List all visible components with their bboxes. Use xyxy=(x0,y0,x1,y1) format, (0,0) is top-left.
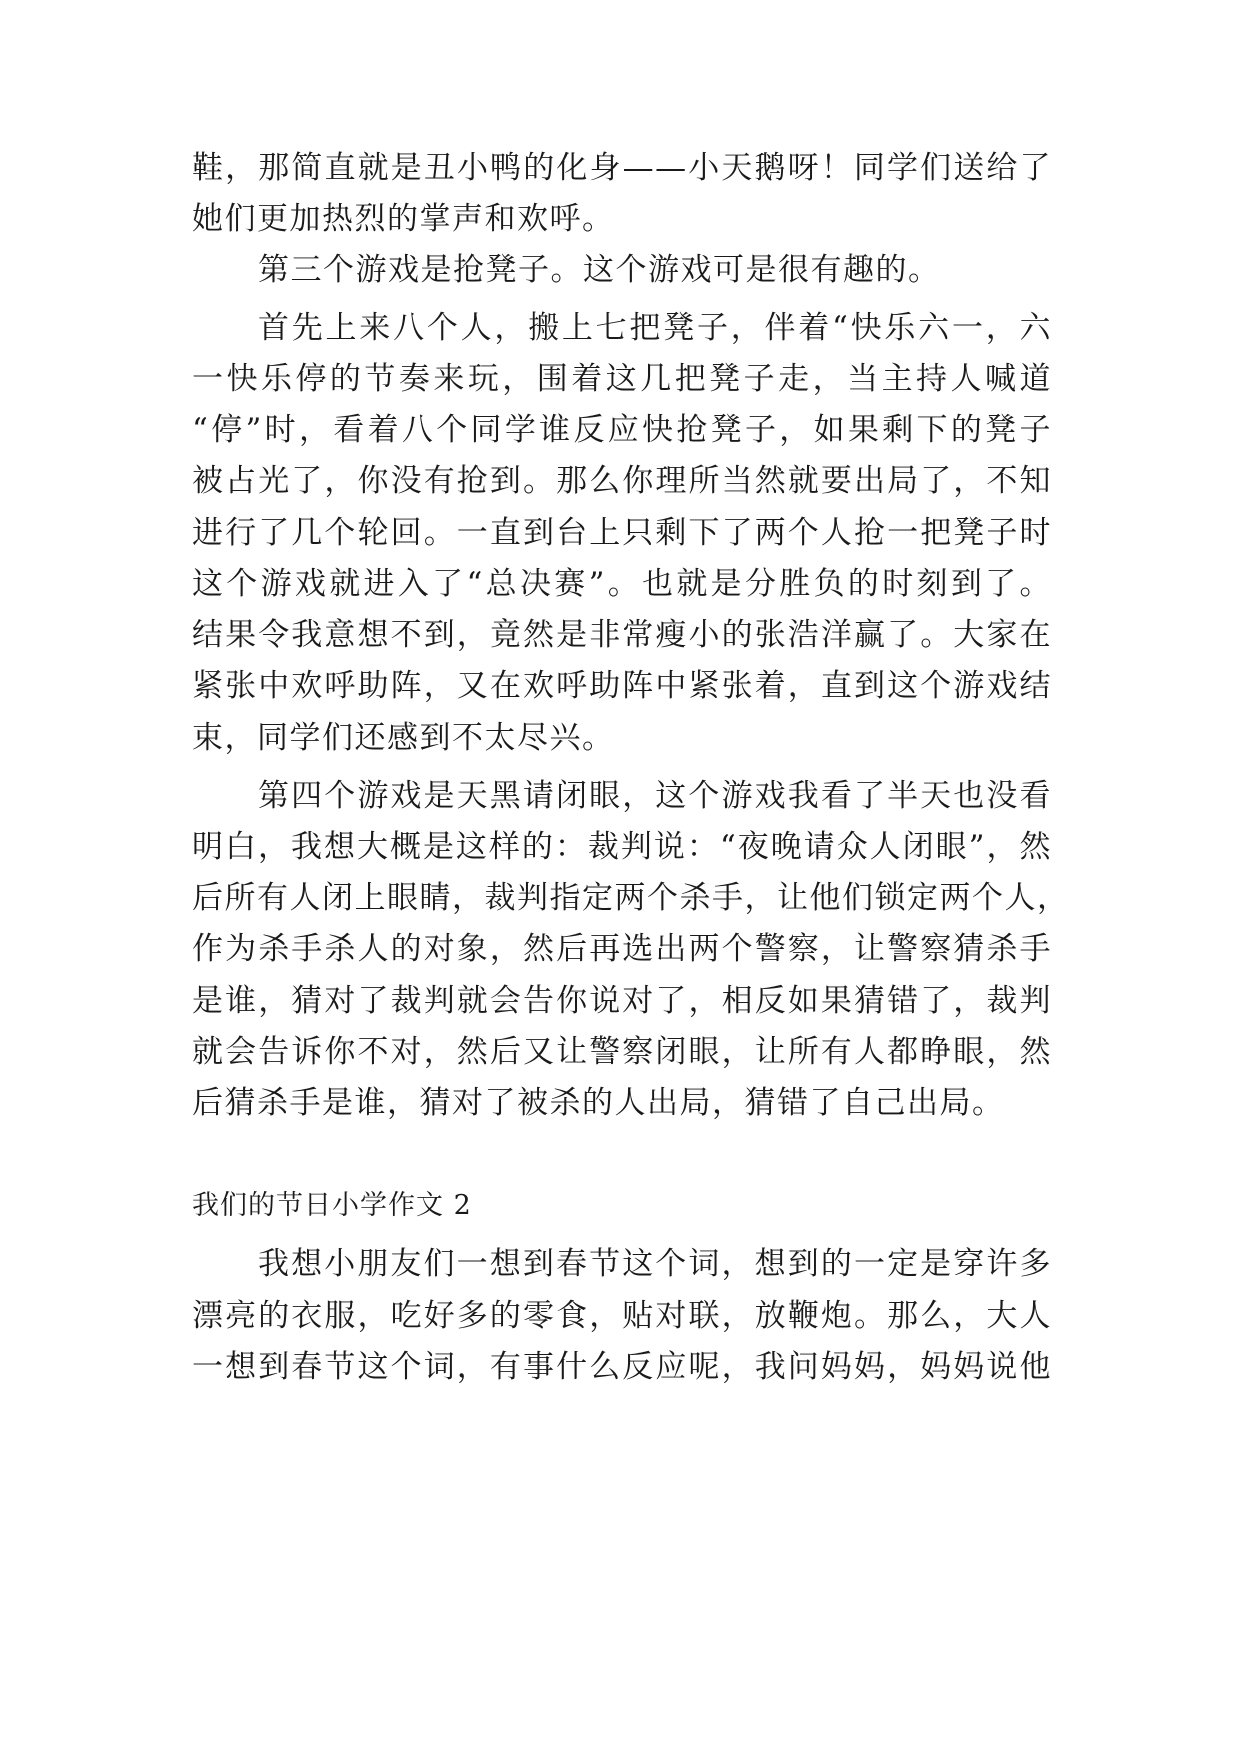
paragraph-line: 第四个游戏是天黑请闭眼，这个游戏我看了半天也没看 xyxy=(258,778,1052,814)
paragraph-line: 束，同学们还感到不太尽兴。 xyxy=(192,720,615,756)
paragraph-line: 被占光了，你没有抢到。那么你理所当然就要出局了，不知 xyxy=(192,463,1052,499)
paragraph-line: 首先上来八个人，搬上七把凳子，伴着“快乐六一，六 xyxy=(258,310,1052,346)
paragraph-line: 第三个游戏是抢凳子。这个游戏可是很有趣的。 xyxy=(258,252,941,288)
paragraph-line: 作为杀手杀人的对象，然后再选出两个警察，让警察猜杀手 xyxy=(192,931,1052,967)
paragraph-line: 是谁，猜对了裁判就会告你说对了，相反如果猜错了，裁判 xyxy=(192,983,1052,1019)
paragraph-line: 一想到春节这个词，有事什么反应呢，我问妈妈，妈妈说他 xyxy=(192,1349,1052,1385)
paragraph-line: 她们更加热烈的掌声和欢呼。 xyxy=(192,201,615,237)
paragraph-line: 进行了几个轮回。一直到台上只剩下了两个人抢一把凳子时 xyxy=(192,515,1052,551)
paragraph-line: 紧张中欢呼助阵，又在欢呼助阵中紧张着，直到这个游戏结 xyxy=(192,668,1052,704)
paragraph-line: 后猜杀手是谁，猜对了被杀的人出局，猜错了自己出局。 xyxy=(192,1085,1005,1121)
paragraph-line: 鞋，那简直就是丑小鸭的化身——小天鹅呀！同学们送给了 xyxy=(192,150,1052,186)
paragraph-line: 后所有人闭上眼睛，裁判指定两个杀手，让他们锁定两个人， xyxy=(192,880,1070,916)
paragraph-line: 明白，我想大概是这样的：裁判说：“夜晚请众人闭眼”，然 xyxy=(192,829,1052,865)
paragraph-line: 我想小朋友们一想到春节这个词，想到的一定是穿许多 xyxy=(258,1246,1052,1282)
paragraph-line: 漂亮的衣服，吃好多的零食，贴对联，放鞭炮。那么，大人 xyxy=(192,1298,1052,1334)
paragraph-line: “停”时，看着八个同学谁反应快抢凳子，如果剩下的凳子 xyxy=(192,412,1052,448)
paragraph-line: 就会告诉你不对，然后又让警察闭眼，让所有人都睁眼，然 xyxy=(192,1034,1052,1070)
paragraph-line: 这个游戏就进入了“总决赛”。也就是分胜负的时刻到了。 xyxy=(192,566,1052,602)
paragraph-line: 一快乐停的节奏来玩，围着这几把凳子走，当主持人喊道 xyxy=(192,361,1052,397)
section-heading: 我们的节日小学作文 2 xyxy=(192,1190,472,1221)
paragraph-line: 结果令我意想不到，竟然是非常瘦小的张浩洋赢了。大家在 xyxy=(192,617,1052,653)
